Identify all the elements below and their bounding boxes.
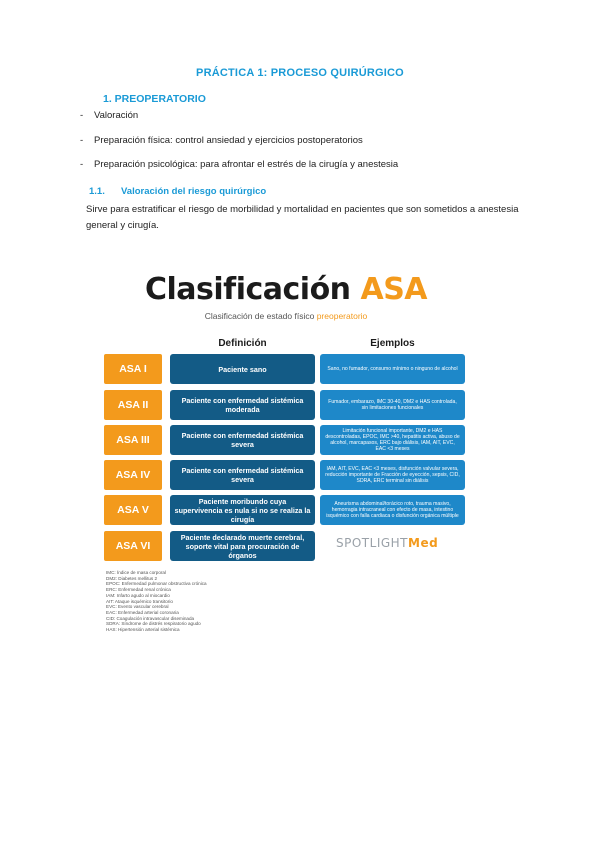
asa-class-label: ASA IV xyxy=(104,460,162,490)
asa-subtitle: Clasificación de estado físico preoperatorio xyxy=(204,311,368,321)
asa-class-label: ASA V xyxy=(104,495,162,525)
asa-example: Aneurisma abdominal/torácico roto, trauma masivo, hemorragia intracraneal con efecto de masa, intestino isquémico con falla cardiaca o disfunción orgánica múltiple xyxy=(320,495,465,525)
asa-example: Sano, no fumador, consumo mínimo o ninguno de alcohol xyxy=(320,354,465,384)
glossary-item: SDRA: Síndrome de distrés respiratorio agudo xyxy=(106,621,201,627)
asa-class-label: ASA VI xyxy=(104,531,162,561)
asa-row xyxy=(100,390,472,422)
bullet-dash: - xyxy=(80,135,84,146)
asa-example: Fumador, embarazo, IMC 30-40, DM2 e HAS controlada, sin limitaciones funcionales xyxy=(320,390,465,420)
column-header-definition: Definición xyxy=(218,338,267,349)
glossary-item: ERC: Enfermedad renal crónica xyxy=(106,587,171,593)
asa-classification-figure xyxy=(100,266,472,642)
abbreviation-glossary xyxy=(106,570,306,633)
column-header-examples: Ejemplos xyxy=(370,338,415,349)
bullet-item xyxy=(80,135,363,146)
glossary-item: EPOC: Enfermedad pulmonar obstructiva crónica xyxy=(106,581,207,587)
asa-row xyxy=(100,354,472,386)
asa-definition: Paciente con enfermedad sistémica severa xyxy=(170,460,315,490)
asa-row xyxy=(100,425,472,457)
glossary-item: EAC: Enfermedad arterial coronaria xyxy=(106,609,179,615)
asa-class-label: ASA III xyxy=(104,425,162,455)
asa-row xyxy=(100,495,472,527)
asa-definition: Paciente con enfermedad sistémica moderada xyxy=(170,390,315,420)
glossary-item: AIT: Ataque isquémico transitorio xyxy=(106,598,173,604)
bullet-text: Preparación física: control ansiedad y ejercicios postoperatorios xyxy=(94,135,363,146)
glossary-item: DM2: Diabetes mellitus 2 xyxy=(106,575,158,581)
asa-definition: Paciente moribundo cuya supervivencia es nula si no se realiza la cirugía xyxy=(170,495,315,525)
asa-class-label: ASA II xyxy=(104,390,162,420)
body-paragraph: Sirve para estratificar el riesgo de morbilidad y mortalidad en pacientes que son sometidos a anestesia general y cirugía. xyxy=(86,204,519,231)
subsection-title: Valoración del riesgo quirúrgico xyxy=(121,186,267,197)
subsection-number: 1.1. xyxy=(89,186,105,197)
glossary-item: CID: Coagulación intravascular diseminada xyxy=(106,615,195,621)
glossary-item: IMC: Índice de masa corporal xyxy=(106,570,166,575)
spotlightmed-logo: SPOTLIGHTMed xyxy=(336,536,439,550)
asa-example: IAM, AIT, EVC, EAC <3 meses, disfunción valvular severa, reducción importante de Fracción de eyección, sepsis, CID, SDRA, ERC terminal sin diálisis xyxy=(320,460,465,490)
bullet-text: Preparación psicológica: para afrontar el estrés de la cirugía y anestesia xyxy=(94,159,399,170)
bullet-item xyxy=(80,110,138,121)
asa-definition: Paciente declarado muerte cerebral, soporte vital para procuración de órganos xyxy=(170,531,315,561)
asa-example: Limitación funcional importante, DM2 e HAS descontroladas, EPOC, IMC >40, hepatitis activa, abuso de alcohol, marcapasos, ERC bajo diálisis, IAM, AIT, EVC, EAC <3 meses xyxy=(320,425,465,455)
glossary-item: IAM: Infarto agudo al miocardio xyxy=(106,592,170,598)
section-heading-preoperatorio: 1. PREOPERATORIO xyxy=(103,93,206,105)
bullet-text: Valoración xyxy=(94,110,139,121)
asa-class-label: ASA I xyxy=(104,354,162,384)
bullet-dash: - xyxy=(80,110,84,121)
bullet-item xyxy=(80,159,398,170)
subsection-heading xyxy=(89,186,266,197)
asa-definition: Paciente con enfermedad sistémica severa xyxy=(170,425,315,455)
asa-title: Clasificación ASA xyxy=(144,272,428,307)
glossary-item: HAS: Hipertensión arterial sistémica xyxy=(106,627,180,633)
asa-row xyxy=(100,460,472,492)
document-title: PRÁCTICA 1: PROCESO QUIRÚRGICO xyxy=(196,67,404,79)
glossary-item: EVC: Evento vascular cerebral xyxy=(106,604,169,610)
asa-definition: Paciente sano xyxy=(170,354,315,384)
bullet-dash: - xyxy=(80,159,84,170)
